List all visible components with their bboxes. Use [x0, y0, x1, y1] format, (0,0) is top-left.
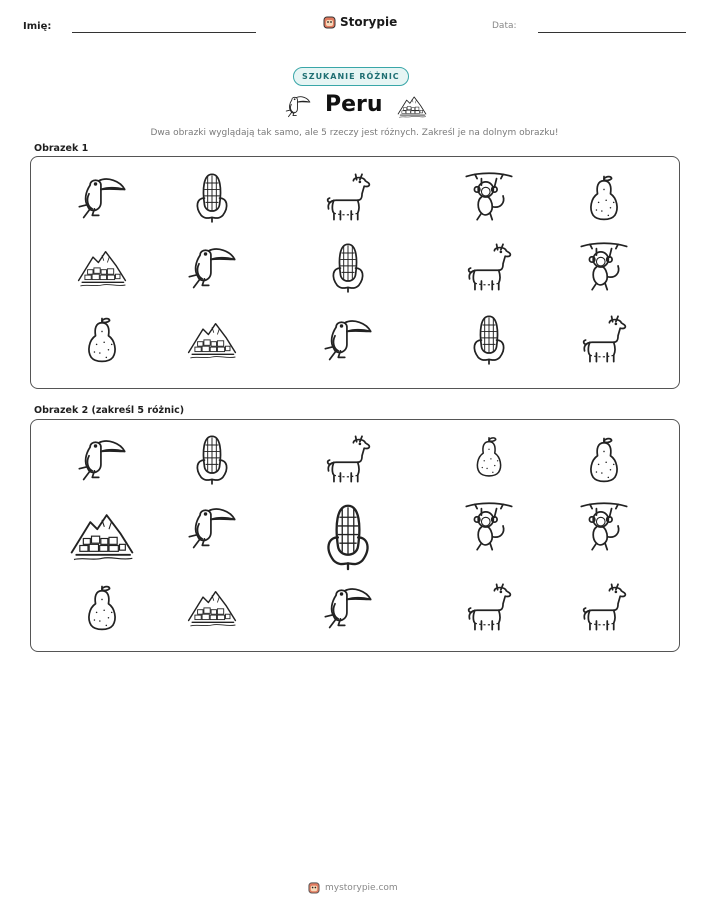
brand-name: Storypie [340, 15, 398, 29]
picture2-label: Obrazek 2 (zakreśl 5 różnic) [34, 405, 185, 416]
llama-icon [321, 170, 375, 224]
brand-logo [323, 15, 397, 29]
worksheet-type-badge: SZUKANIE RÓŻNIC [293, 67, 409, 86]
monkey-icon[interactable] [577, 500, 631, 554]
monkey-icon [462, 170, 516, 224]
machu-picchu-title-icon [396, 92, 428, 120]
llama-icon [577, 312, 631, 366]
corn-icon[interactable] [185, 432, 239, 486]
name-label: Imię: [23, 21, 52, 32]
corn-icon [321, 240, 375, 294]
toucan-title-icon [283, 92, 313, 120]
instructions: Dwa obrazki wyglądają tak samo, ale 5 rzeczy jest różnych. Zakreśl je na dolnym obrazku! [150, 128, 559, 138]
picture1-label: Obrazek 1 [34, 143, 89, 154]
toucan-icon[interactable] [185, 500, 239, 554]
monkey-icon [577, 240, 631, 294]
machu-picchu-icon[interactable] [185, 580, 239, 634]
corn-icon [185, 170, 239, 224]
name-field[interactable] [72, 32, 256, 33]
llama-icon [462, 240, 516, 294]
llama-icon[interactable] [321, 432, 375, 486]
toucan-icon[interactable] [321, 580, 375, 634]
toucan-icon [321, 312, 375, 366]
machu-picchu-icon [185, 312, 239, 366]
machu-picchu-icon[interactable] [67, 500, 137, 570]
date-field[interactable] [538, 32, 686, 33]
monkey-icon[interactable] [462, 500, 516, 554]
pear-icon [577, 170, 631, 224]
date-label: Data: [492, 21, 517, 31]
storypie-mascot-icon [323, 15, 336, 29]
page-title: Peru [325, 92, 383, 117]
corn-icon [462, 312, 516, 366]
machu-picchu-icon [75, 240, 129, 294]
corn-icon[interactable] [312, 500, 384, 572]
toucan-icon [75, 170, 129, 224]
pear-icon[interactable] [465, 432, 513, 480]
toucan-icon[interactable] [75, 432, 129, 486]
pear-icon[interactable] [577, 432, 631, 486]
footer [308, 881, 398, 894]
toucan-icon [185, 240, 239, 294]
pear-icon[interactable] [75, 580, 129, 634]
pear-icon [75, 312, 129, 366]
llama-icon[interactable] [462, 580, 516, 634]
llama-icon[interactable] [577, 580, 631, 634]
storypie-mascot-icon [308, 881, 320, 894]
footer-url[interactable]: mystorypie.com [325, 882, 398, 893]
